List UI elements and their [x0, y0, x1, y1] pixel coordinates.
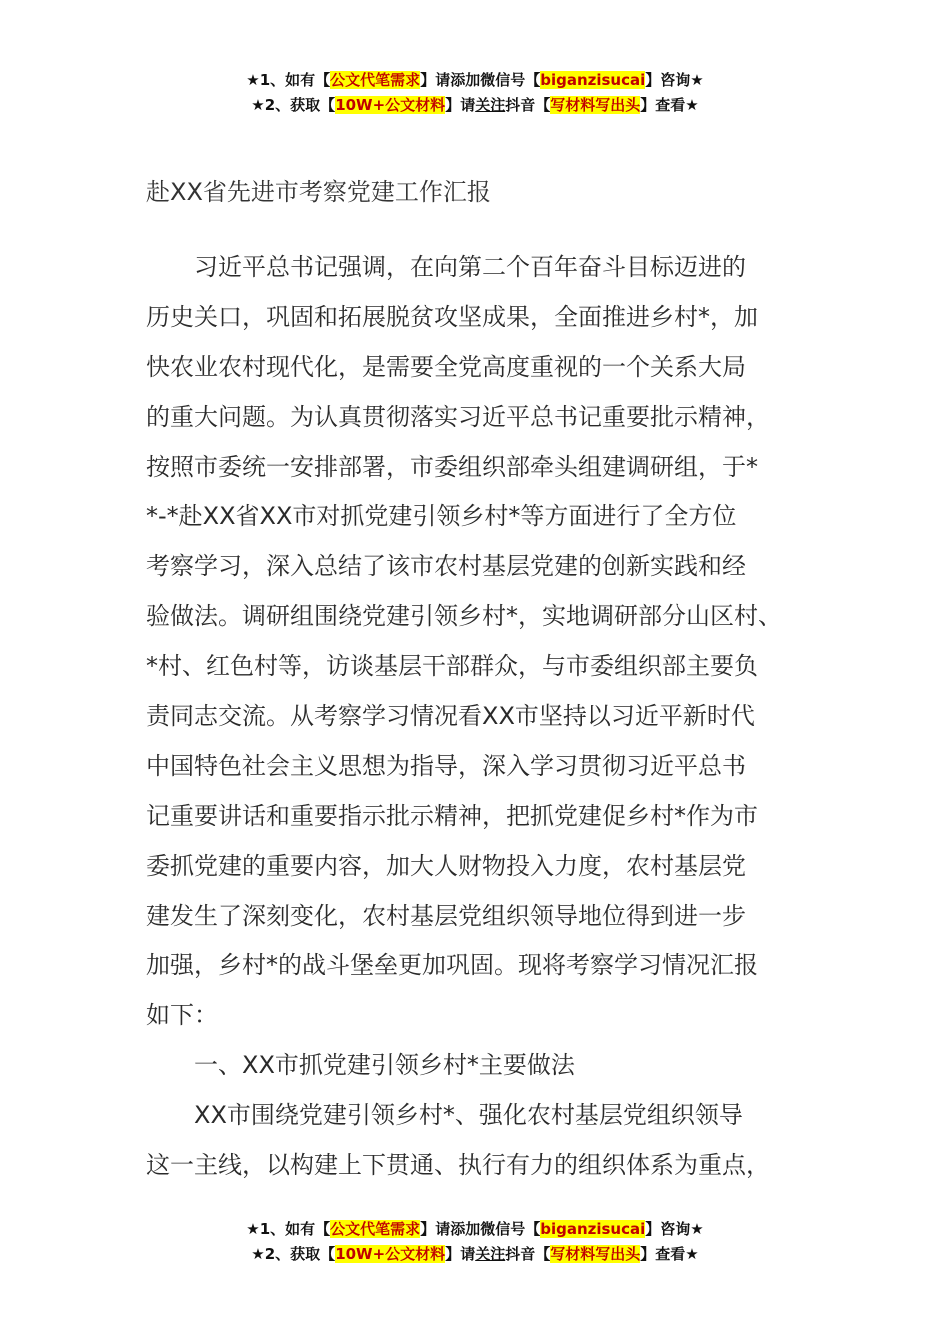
- section-heading: 一、XX市抓党建引领乡村*主要做法: [194, 1051, 575, 1080]
- paragraph-line: 中国特色社会主义思想为指导，深入学习贯彻习近平总书: [146, 751, 746, 780]
- promo-text: ★1、如有【: [246, 1220, 331, 1238]
- promo-highlight-douyin: 写材料写出头: [550, 1245, 641, 1263]
- paragraph-line: 这一主线，以构建上下贯通、执行有力的组织体系为重点，: [146, 1151, 770, 1180]
- paragraph-line: 建发生了深刻变化，农村基层党组织领导地位得到进一步: [146, 901, 746, 930]
- promo-highlight: 公文代笔需求: [330, 71, 421, 89]
- promo-underlined-text: 关注: [475, 1245, 506, 1263]
- paragraph-line: 责同志交流。从考察学习情况看XX市坚持以习近平新时代: [146, 702, 755, 731]
- promo-line-2: [0, 1242, 950, 1267]
- promo-highlight-wechat-id: biganzisucai: [540, 1220, 646, 1238]
- paragraph-line: 验做法。调研组围绕党建引领乡村*，实地调研部分山区村、: [146, 602, 782, 631]
- promo-banner-top: [0, 68, 950, 118]
- paragraph-line: 历史关口，巩固和拓展脱贫攻坚成果，全面推进乡村*，加: [146, 302, 758, 331]
- paragraph-line: 习近平总书记强调，在向第二个百年奋斗目标迈进的: [194, 253, 746, 281]
- promo-text: 抖音【: [505, 1245, 551, 1263]
- paragraph-line: XX市围绕党建引领乡村*、强化农村基层党组织领导: [194, 1101, 743, 1130]
- paragraph-line: 加强，乡村*的战斗堡垒更加巩固。现将考察学习情况汇报: [146, 951, 758, 980]
- document-title: 赴XX省先进市考察党建工作汇报: [146, 178, 491, 206]
- paragraph-line: 按照市委统一安排部署，市委组织部牵头组建调研组，于*: [146, 452, 758, 481]
- paragraph-line: 快农业农村现代化，是需要全党高度重视的一个关系大局: [146, 352, 746, 381]
- promo-line-1: [0, 68, 950, 93]
- promo-text: 】咨询★: [645, 1220, 704, 1238]
- promo-text: ★2、获取【: [251, 96, 336, 114]
- promo-text: ★2、获取【: [251, 1245, 336, 1263]
- paragraph-line: 记重要讲话和重要指示批示精神，把抓党建促乡村*作为市: [146, 801, 758, 830]
- promo-highlight: 公文代笔需求: [330, 1220, 421, 1238]
- promo-line-1: [0, 1217, 950, 1242]
- promo-text: 】咨询★: [645, 71, 704, 89]
- promo-banner-bottom: [0, 1217, 950, 1267]
- paragraph-line: 委抓党建的重要内容，加大人财物投入力度，农村基层党: [146, 851, 746, 880]
- paragraph-line: 的重大问题。为认真贯彻落实习近平总书记重要批示精神，: [146, 402, 770, 431]
- paragraph-line: *村、红色村等，访谈基层干部群众，与市委组织部主要负: [146, 652, 758, 681]
- promo-text: ★1、如有【: [246, 71, 331, 89]
- promo-highlight-wechat-id: biganzisucai: [540, 71, 646, 89]
- promo-text: 】请添加微信号【: [420, 1220, 541, 1238]
- promo-text: 】查看★: [640, 1245, 699, 1263]
- promo-line-2: [0, 93, 950, 118]
- promo-text: 】请: [445, 96, 476, 114]
- promo-text: 】请添加微信号【: [420, 71, 541, 89]
- promo-underlined-text: 关注: [475, 96, 506, 114]
- document-body: [146, 243, 806, 1191]
- promo-text: 】查看★: [640, 96, 699, 114]
- promo-highlight-douyin: 写材料写出头: [550, 96, 641, 114]
- paragraph-line: *-*赴XX省XX市对抓党建引领乡村*等方面进行了全方位: [146, 502, 737, 531]
- paragraph-line: 考察学习，深入总结了该市农村基层党建的创新实践和经: [146, 552, 746, 581]
- promo-text: 】请: [445, 1245, 476, 1263]
- paragraph-line: 如下：: [146, 1001, 218, 1030]
- promo-highlight: 10W+公文材料: [335, 96, 446, 114]
- promo-text: 抖音【: [505, 96, 551, 114]
- promo-highlight: 10W+公文材料: [335, 1245, 446, 1263]
